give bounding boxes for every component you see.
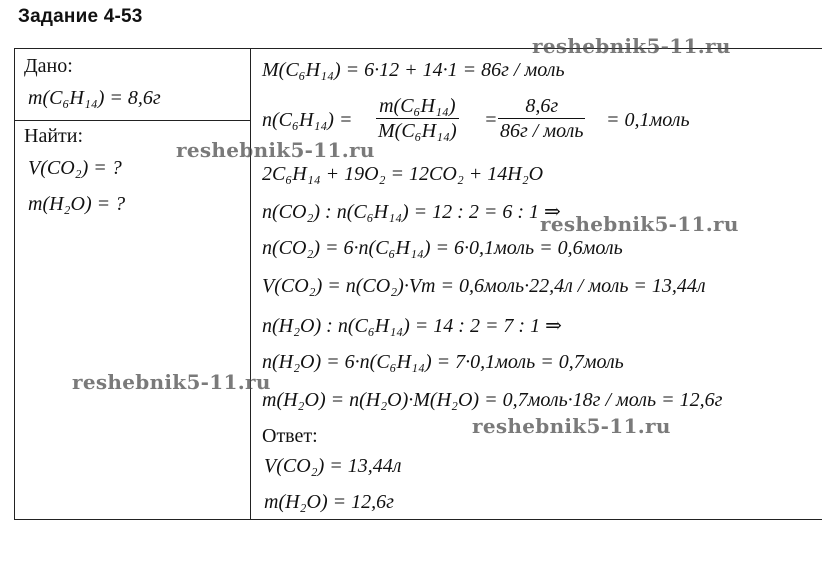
moles-equals: =: [484, 109, 498, 131]
watermark: reshebnik5-11.ru: [472, 414, 671, 438]
given-find-divider: [14, 120, 251, 121]
watermark: reshebnik5-11.ru: [540, 212, 739, 236]
ratio-water-hexane: n(H₂O) : n(C₆H₁₄) = 14 : 2 = 7 : 1 ⇒: [262, 315, 562, 337]
moles-result: = 0,1моль: [606, 109, 690, 131]
moles-fraction-2: [498, 94, 585, 143]
ratio-co2-hexane: n(CO₂) : n(C₆H₁₄) = 12 : 2 = 6 : 1 ⇒: [262, 201, 561, 223]
moles-water: n(H₂O) = 6·n(C₆H₁₄) = 7·0,1моль = 0,7моль: [262, 351, 624, 373]
fraction-1-denominator: M(C₆H₁₄): [378, 120, 457, 142]
given-label: Дано:: [24, 55, 73, 77]
given-mass-hexane: m(C₆H₁₄) = 8,6г: [28, 87, 161, 109]
task-title: Задание 4-53: [18, 6, 143, 27]
answer-label: Ответ:: [262, 425, 318, 447]
moles-fraction-1: [376, 94, 459, 143]
reaction-equation: 2C₆H₁₄ + 19O₂ = 12CO₂ + 14H₂O: [262, 163, 544, 185]
column-divider: [250, 48, 251, 520]
fraction-1-numerator: m(C₆H₁₄): [379, 95, 456, 117]
fraction-2-numerator: 8,6г: [525, 95, 559, 117]
answer-volume-co2: V(CO₂) = 13,44л: [264, 455, 402, 477]
answer-mass-water: m(H₂O) = 12,6г: [264, 491, 394, 513]
moles-co2: n(CO₂) = 6·n(C₆H₁₄) = 6·0,1моль = 0,6моль: [262, 237, 623, 259]
find-label: Найти:: [24, 125, 84, 147]
fraction-2-denominator: 86г / моль: [500, 120, 584, 142]
watermark: reshebnik5-11.ru: [532, 34, 731, 58]
mass-water: m(H₂O) = n(H₂O)·M(H₂O) = 0,7моль·18г / моль = 12,6г: [262, 389, 723, 411]
volume-co2: V(CO₂) = n(CO₂)·Vm = 0,6моль·22,4л / моль = 13,44л: [262, 275, 706, 297]
find-volume-co2: V(CO₂) = ?: [28, 157, 122, 179]
watermark: reshebnik5-11.ru: [176, 138, 375, 162]
find-mass-water: m(H₂O) = ?: [28, 193, 126, 215]
watermark: reshebnik5-11.ru: [72, 370, 271, 394]
moles-formula-lhs: n(C₆H₁₄) =: [262, 109, 353, 131]
molar-mass-line: M(C₆H₁₄) = 6·12 + 14·1 = 86г / моль: [262, 59, 565, 81]
